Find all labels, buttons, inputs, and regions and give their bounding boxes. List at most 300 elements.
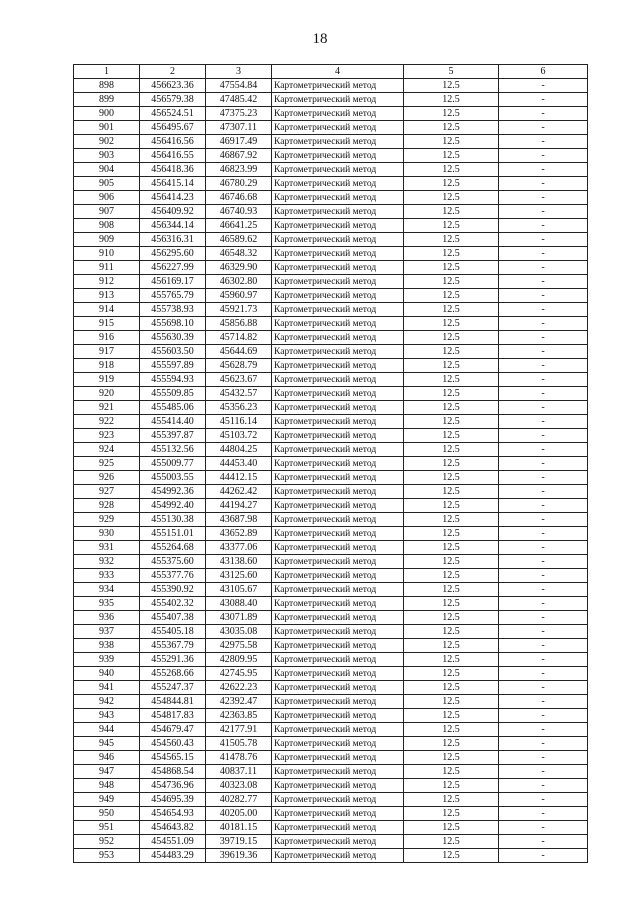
- x-coordinate-cell: 455630.39: [140, 331, 206, 345]
- column-header: 3: [206, 65, 272, 79]
- x-coordinate-cell: 454736.96: [140, 779, 206, 793]
- method-cell: Картометрический метод: [272, 233, 404, 247]
- method-cell: Картометрический метод: [272, 191, 404, 205]
- accuracy-cell: 12.5: [404, 401, 499, 415]
- y-coordinate-cell: 45856.88: [206, 317, 272, 331]
- note-cell: -: [499, 751, 588, 765]
- y-coordinate-cell: 40181.15: [206, 821, 272, 835]
- x-coordinate-cell: 456623.36: [140, 79, 206, 93]
- table-row: [74, 387, 588, 401]
- accuracy-cell: 12.5: [404, 79, 499, 93]
- y-coordinate-cell: 45356.23: [206, 401, 272, 415]
- table-row: [74, 723, 588, 737]
- point-number-cell: 898: [74, 79, 140, 93]
- accuracy-cell: 12.5: [404, 737, 499, 751]
- note-cell: -: [499, 177, 588, 191]
- accuracy-cell: 12.5: [404, 163, 499, 177]
- point-number-cell: 917: [74, 345, 140, 359]
- y-coordinate-cell: 42392.47: [206, 695, 272, 709]
- point-number-cell: 947: [74, 765, 140, 779]
- accuracy-cell: 12.5: [404, 415, 499, 429]
- table-body: [74, 79, 588, 863]
- point-number-cell: 915: [74, 317, 140, 331]
- note-cell: -: [499, 835, 588, 849]
- table-row: [74, 667, 588, 681]
- note-cell: -: [499, 429, 588, 443]
- accuracy-cell: 12.5: [404, 835, 499, 849]
- accuracy-cell: 12.5: [404, 499, 499, 513]
- y-coordinate-cell: 47307.11: [206, 121, 272, 135]
- note-cell: -: [499, 345, 588, 359]
- point-number-cell: 942: [74, 695, 140, 709]
- method-cell: Картометрический метод: [272, 275, 404, 289]
- point-number-cell: 906: [74, 191, 140, 205]
- method-cell: Картометрический метод: [272, 611, 404, 625]
- x-coordinate-cell: 456295.60: [140, 247, 206, 261]
- accuracy-cell: 12.5: [404, 625, 499, 639]
- y-coordinate-cell: 41478.76: [206, 751, 272, 765]
- accuracy-cell: 12.5: [404, 555, 499, 569]
- y-coordinate-cell: 47554.84: [206, 79, 272, 93]
- point-number-cell: 910: [74, 247, 140, 261]
- point-number-cell: 935: [74, 597, 140, 611]
- table-row: [74, 807, 588, 821]
- x-coordinate-cell: 455132.56: [140, 443, 206, 457]
- note-cell: -: [499, 821, 588, 835]
- x-coordinate-cell: 455377.76: [140, 569, 206, 583]
- table-row: [74, 163, 588, 177]
- method-cell: Картометрический метод: [272, 625, 404, 639]
- column-header: 5: [404, 65, 499, 79]
- note-cell: -: [499, 527, 588, 541]
- method-cell: Картометрический метод: [272, 485, 404, 499]
- accuracy-cell: 12.5: [404, 723, 499, 737]
- point-number-cell: 941: [74, 681, 140, 695]
- y-coordinate-cell: 45623.67: [206, 373, 272, 387]
- note-cell: -: [499, 149, 588, 163]
- note-cell: -: [499, 107, 588, 121]
- point-number-cell: 913: [74, 289, 140, 303]
- method-cell: Картометрический метод: [272, 93, 404, 107]
- point-number-cell: 951: [74, 821, 140, 835]
- method-cell: Картометрический метод: [272, 205, 404, 219]
- x-coordinate-cell: 454560.43: [140, 737, 206, 751]
- note-cell: -: [499, 247, 588, 261]
- note-cell: -: [499, 233, 588, 247]
- table-row: [74, 415, 588, 429]
- table-row: [74, 247, 588, 261]
- accuracy-cell: 12.5: [404, 751, 499, 765]
- note-cell: -: [499, 205, 588, 219]
- y-coordinate-cell: 40205.00: [206, 807, 272, 821]
- accuracy-cell: 12.5: [404, 303, 499, 317]
- method-cell: Картометрический метод: [272, 541, 404, 555]
- accuracy-cell: 12.5: [404, 849, 499, 863]
- table-row: [74, 457, 588, 471]
- table-row: [74, 569, 588, 583]
- x-coordinate-cell: 455594.93: [140, 373, 206, 387]
- y-coordinate-cell: 45432.57: [206, 387, 272, 401]
- note-cell: -: [499, 541, 588, 555]
- accuracy-cell: 12.5: [404, 289, 499, 303]
- x-coordinate-cell: 456418.36: [140, 163, 206, 177]
- table-row: [74, 303, 588, 317]
- point-number-cell: 929: [74, 513, 140, 527]
- y-coordinate-cell: 40323.08: [206, 779, 272, 793]
- method-cell: Картометрический метод: [272, 331, 404, 345]
- accuracy-cell: 12.5: [404, 471, 499, 485]
- y-coordinate-cell: 43035.08: [206, 625, 272, 639]
- note-cell: -: [499, 611, 588, 625]
- point-number-cell: 901: [74, 121, 140, 135]
- point-number-cell: 911: [74, 261, 140, 275]
- note-cell: -: [499, 387, 588, 401]
- method-cell: Картометрический метод: [272, 317, 404, 331]
- accuracy-cell: 12.5: [404, 709, 499, 723]
- point-number-cell: 923: [74, 429, 140, 443]
- x-coordinate-cell: 455003.55: [140, 471, 206, 485]
- x-coordinate-cell: 455264.68: [140, 541, 206, 555]
- accuracy-cell: 12.5: [404, 457, 499, 471]
- x-coordinate-cell: 454483.29: [140, 849, 206, 863]
- note-cell: -: [499, 499, 588, 513]
- y-coordinate-cell: 47485.42: [206, 93, 272, 107]
- table-row: [74, 135, 588, 149]
- accuracy-cell: 12.5: [404, 597, 499, 611]
- accuracy-cell: 12.5: [404, 541, 499, 555]
- y-coordinate-cell: 44194.27: [206, 499, 272, 513]
- method-cell: Картометрический метод: [272, 555, 404, 569]
- x-coordinate-cell: 455390.92: [140, 583, 206, 597]
- y-coordinate-cell: 43377.06: [206, 541, 272, 555]
- method-cell: Картометрический метод: [272, 149, 404, 163]
- accuracy-cell: 12.5: [404, 485, 499, 499]
- x-coordinate-cell: 456316.31: [140, 233, 206, 247]
- method-cell: Картометрический метод: [272, 667, 404, 681]
- x-coordinate-cell: 454551.09: [140, 835, 206, 849]
- x-coordinate-cell: 455765.79: [140, 289, 206, 303]
- method-cell: Картометрический метод: [272, 401, 404, 415]
- y-coordinate-cell: 46548.32: [206, 247, 272, 261]
- y-coordinate-cell: 46867.92: [206, 149, 272, 163]
- y-coordinate-cell: 47375.23: [206, 107, 272, 121]
- table-row: [74, 443, 588, 457]
- accuracy-cell: 12.5: [404, 513, 499, 527]
- point-number-cell: 950: [74, 807, 140, 821]
- point-number-cell: 928: [74, 499, 140, 513]
- y-coordinate-cell: 46589.62: [206, 233, 272, 247]
- accuracy-cell: 12.5: [404, 359, 499, 373]
- point-number-cell: 919: [74, 373, 140, 387]
- note-cell: -: [499, 415, 588, 429]
- accuracy-cell: 12.5: [404, 345, 499, 359]
- method-cell: Картометрический метод: [272, 429, 404, 443]
- y-coordinate-cell: 45628.79: [206, 359, 272, 373]
- point-number-cell: 945: [74, 737, 140, 751]
- y-coordinate-cell: 46329.90: [206, 261, 272, 275]
- point-number-cell: 938: [74, 639, 140, 653]
- note-cell: -: [499, 191, 588, 205]
- method-cell: Картометрический метод: [272, 415, 404, 429]
- note-cell: -: [499, 807, 588, 821]
- x-coordinate-cell: 455407.38: [140, 611, 206, 625]
- method-cell: Картометрический метод: [272, 289, 404, 303]
- accuracy-cell: 12.5: [404, 121, 499, 135]
- y-coordinate-cell: 46641.25: [206, 219, 272, 233]
- table-row: [74, 401, 588, 415]
- note-cell: -: [499, 303, 588, 317]
- note-cell: -: [499, 93, 588, 107]
- point-number-cell: 904: [74, 163, 140, 177]
- x-coordinate-cell: 454643.82: [140, 821, 206, 835]
- accuracy-cell: 12.5: [404, 779, 499, 793]
- point-number-cell: 952: [74, 835, 140, 849]
- table-row: [74, 695, 588, 709]
- x-coordinate-cell: 455485.06: [140, 401, 206, 415]
- note-cell: -: [499, 681, 588, 695]
- method-cell: Картометрический метод: [272, 373, 404, 387]
- x-coordinate-cell: 455405.18: [140, 625, 206, 639]
- column-header: 1: [74, 65, 140, 79]
- x-coordinate-cell: 456416.55: [140, 149, 206, 163]
- point-number-cell: 918: [74, 359, 140, 373]
- table-row: [74, 121, 588, 135]
- point-number-cell: 944: [74, 723, 140, 737]
- table-row: [74, 639, 588, 653]
- accuracy-cell: 12.5: [404, 149, 499, 163]
- table-row: [74, 737, 588, 751]
- note-cell: -: [499, 849, 588, 863]
- point-number-cell: 922: [74, 415, 140, 429]
- table-row: [74, 219, 588, 233]
- point-number-cell: 948: [74, 779, 140, 793]
- table-row: [74, 485, 588, 499]
- y-coordinate-cell: 42622.23: [206, 681, 272, 695]
- y-coordinate-cell: 42177.91: [206, 723, 272, 737]
- point-number-cell: 931: [74, 541, 140, 555]
- y-coordinate-cell: 42975.58: [206, 639, 272, 653]
- method-cell: Картометрический метод: [272, 821, 404, 835]
- y-coordinate-cell: 45116.14: [206, 415, 272, 429]
- note-cell: -: [499, 331, 588, 345]
- note-cell: -: [499, 401, 588, 415]
- accuracy-cell: 12.5: [404, 247, 499, 261]
- method-cell: Картометрический метод: [272, 513, 404, 527]
- accuracy-cell: 12.5: [404, 695, 499, 709]
- table-header-row: [74, 65, 588, 79]
- y-coordinate-cell: 43088.40: [206, 597, 272, 611]
- table-row: [74, 79, 588, 93]
- point-number-cell: 926: [74, 471, 140, 485]
- table-row: [74, 751, 588, 765]
- accuracy-cell: 12.5: [404, 611, 499, 625]
- table-row: [74, 513, 588, 527]
- method-cell: Картометрический метод: [272, 457, 404, 471]
- accuracy-cell: 12.5: [404, 443, 499, 457]
- page-number: 18: [312, 31, 328, 47]
- x-coordinate-cell: 455130.38: [140, 513, 206, 527]
- table-row: [74, 681, 588, 695]
- accuracy-cell: 12.5: [404, 261, 499, 275]
- method-cell: Картометрический метод: [272, 499, 404, 513]
- table-row: [74, 611, 588, 625]
- x-coordinate-cell: 454868.54: [140, 765, 206, 779]
- note-cell: -: [499, 569, 588, 583]
- point-number-cell: 939: [74, 653, 140, 667]
- y-coordinate-cell: 43138.60: [206, 555, 272, 569]
- point-number-cell: 927: [74, 485, 140, 499]
- accuracy-cell: 12.5: [404, 667, 499, 681]
- note-cell: -: [499, 765, 588, 779]
- y-coordinate-cell: 44804.25: [206, 443, 272, 457]
- point-number-cell: 936: [74, 611, 140, 625]
- point-number-cell: 925: [74, 457, 140, 471]
- accuracy-cell: 12.5: [404, 681, 499, 695]
- method-cell: Картометрический метод: [272, 569, 404, 583]
- x-coordinate-cell: 455698.10: [140, 317, 206, 331]
- table-row: [74, 527, 588, 541]
- note-cell: -: [499, 723, 588, 737]
- accuracy-cell: 12.5: [404, 821, 499, 835]
- point-number-cell: 953: [74, 849, 140, 863]
- method-cell: Картометрический метод: [272, 387, 404, 401]
- note-cell: -: [499, 317, 588, 331]
- table-row: [74, 205, 588, 219]
- table-row: [74, 261, 588, 275]
- method-cell: Картометрический метод: [272, 135, 404, 149]
- method-cell: Картометрический метод: [272, 261, 404, 275]
- y-coordinate-cell: 45714.82: [206, 331, 272, 345]
- accuracy-cell: 12.5: [404, 317, 499, 331]
- table-row: [74, 793, 588, 807]
- note-cell: -: [499, 597, 588, 611]
- method-cell: Картометрический метод: [272, 107, 404, 121]
- method-cell: Картометрический метод: [272, 723, 404, 737]
- method-cell: Картометрический метод: [272, 121, 404, 135]
- method-cell: Картометрический метод: [272, 849, 404, 863]
- y-coordinate-cell: 43652.89: [206, 527, 272, 541]
- table-row: [74, 373, 588, 387]
- table-row: [74, 583, 588, 597]
- y-coordinate-cell: 40282.77: [206, 793, 272, 807]
- x-coordinate-cell: 456415.14: [140, 177, 206, 191]
- method-cell: Картометрический метод: [272, 695, 404, 709]
- point-number-cell: 924: [74, 443, 140, 457]
- point-number-cell: 902: [74, 135, 140, 149]
- x-coordinate-cell: 455247.37: [140, 681, 206, 695]
- x-coordinate-cell: 455367.79: [140, 639, 206, 653]
- x-coordinate-cell: 455151.01: [140, 527, 206, 541]
- note-cell: -: [499, 779, 588, 793]
- x-coordinate-cell: 455009.77: [140, 457, 206, 471]
- note-cell: -: [499, 513, 588, 527]
- x-coordinate-cell: 454565.15: [140, 751, 206, 765]
- y-coordinate-cell: 42745.95: [206, 667, 272, 681]
- method-cell: Картометрический метод: [272, 527, 404, 541]
- note-cell: -: [499, 219, 588, 233]
- accuracy-cell: 12.5: [404, 527, 499, 541]
- column-header: 4: [272, 65, 404, 79]
- y-coordinate-cell: 45103.72: [206, 429, 272, 443]
- method-cell: Картометрический метод: [272, 79, 404, 93]
- y-coordinate-cell: 46746.68: [206, 191, 272, 205]
- method-cell: Картометрический метод: [272, 583, 404, 597]
- method-cell: Картометрический метод: [272, 807, 404, 821]
- accuracy-cell: 12.5: [404, 219, 499, 233]
- point-number-cell: 946: [74, 751, 140, 765]
- accuracy-cell: 12.5: [404, 569, 499, 583]
- y-coordinate-cell: 46780.29: [206, 177, 272, 191]
- x-coordinate-cell: 456495.67: [140, 121, 206, 135]
- point-number-cell: 914: [74, 303, 140, 317]
- method-cell: Картометрический метод: [272, 793, 404, 807]
- accuracy-cell: 12.5: [404, 191, 499, 205]
- note-cell: -: [499, 275, 588, 289]
- x-coordinate-cell: 455397.87: [140, 429, 206, 443]
- table-row: [74, 653, 588, 667]
- point-number-cell: 943: [74, 709, 140, 723]
- table-row: [74, 555, 588, 569]
- method-cell: Картометрический метод: [272, 443, 404, 457]
- x-coordinate-cell: 456227.99: [140, 261, 206, 275]
- x-coordinate-cell: 454817.83: [140, 709, 206, 723]
- note-cell: -: [499, 359, 588, 373]
- note-cell: -: [499, 289, 588, 303]
- table-row: [74, 317, 588, 331]
- point-number-cell: 905: [74, 177, 140, 191]
- accuracy-cell: 12.5: [404, 387, 499, 401]
- note-cell: -: [499, 471, 588, 485]
- note-cell: -: [499, 667, 588, 681]
- accuracy-cell: 12.5: [404, 373, 499, 387]
- note-cell: -: [499, 695, 588, 709]
- x-coordinate-cell: 456416.56: [140, 135, 206, 149]
- y-coordinate-cell: 43071.89: [206, 611, 272, 625]
- table-row: [74, 821, 588, 835]
- accuracy-cell: 12.5: [404, 583, 499, 597]
- method-cell: Картометрический метод: [272, 737, 404, 751]
- method-cell: Картометрический метод: [272, 653, 404, 667]
- x-coordinate-cell: 454679.47: [140, 723, 206, 737]
- note-cell: -: [499, 625, 588, 639]
- accuracy-cell: 12.5: [404, 807, 499, 821]
- x-coordinate-cell: 455402.32: [140, 597, 206, 611]
- note-cell: -: [499, 163, 588, 177]
- note-cell: -: [499, 373, 588, 387]
- table-row: [74, 233, 588, 247]
- point-number-cell: 900: [74, 107, 140, 121]
- x-coordinate-cell: 456344.14: [140, 219, 206, 233]
- y-coordinate-cell: 46302.80: [206, 275, 272, 289]
- accuracy-cell: 12.5: [404, 765, 499, 779]
- table-row: [74, 597, 588, 611]
- method-cell: Картометрический метод: [272, 751, 404, 765]
- accuracy-cell: 12.5: [404, 177, 499, 191]
- table-row: [74, 499, 588, 513]
- point-number-cell: 930: [74, 527, 140, 541]
- y-coordinate-cell: 46740.93: [206, 205, 272, 219]
- table-row: [74, 275, 588, 289]
- x-coordinate-cell: 456414.23: [140, 191, 206, 205]
- accuracy-cell: 12.5: [404, 793, 499, 807]
- point-number-cell: 909: [74, 233, 140, 247]
- method-cell: Картометрический метод: [272, 163, 404, 177]
- table-row: [74, 289, 588, 303]
- note-cell: -: [499, 555, 588, 569]
- point-number-cell: 899: [74, 93, 140, 107]
- y-coordinate-cell: 46823.99: [206, 163, 272, 177]
- x-coordinate-cell: 455597.89: [140, 359, 206, 373]
